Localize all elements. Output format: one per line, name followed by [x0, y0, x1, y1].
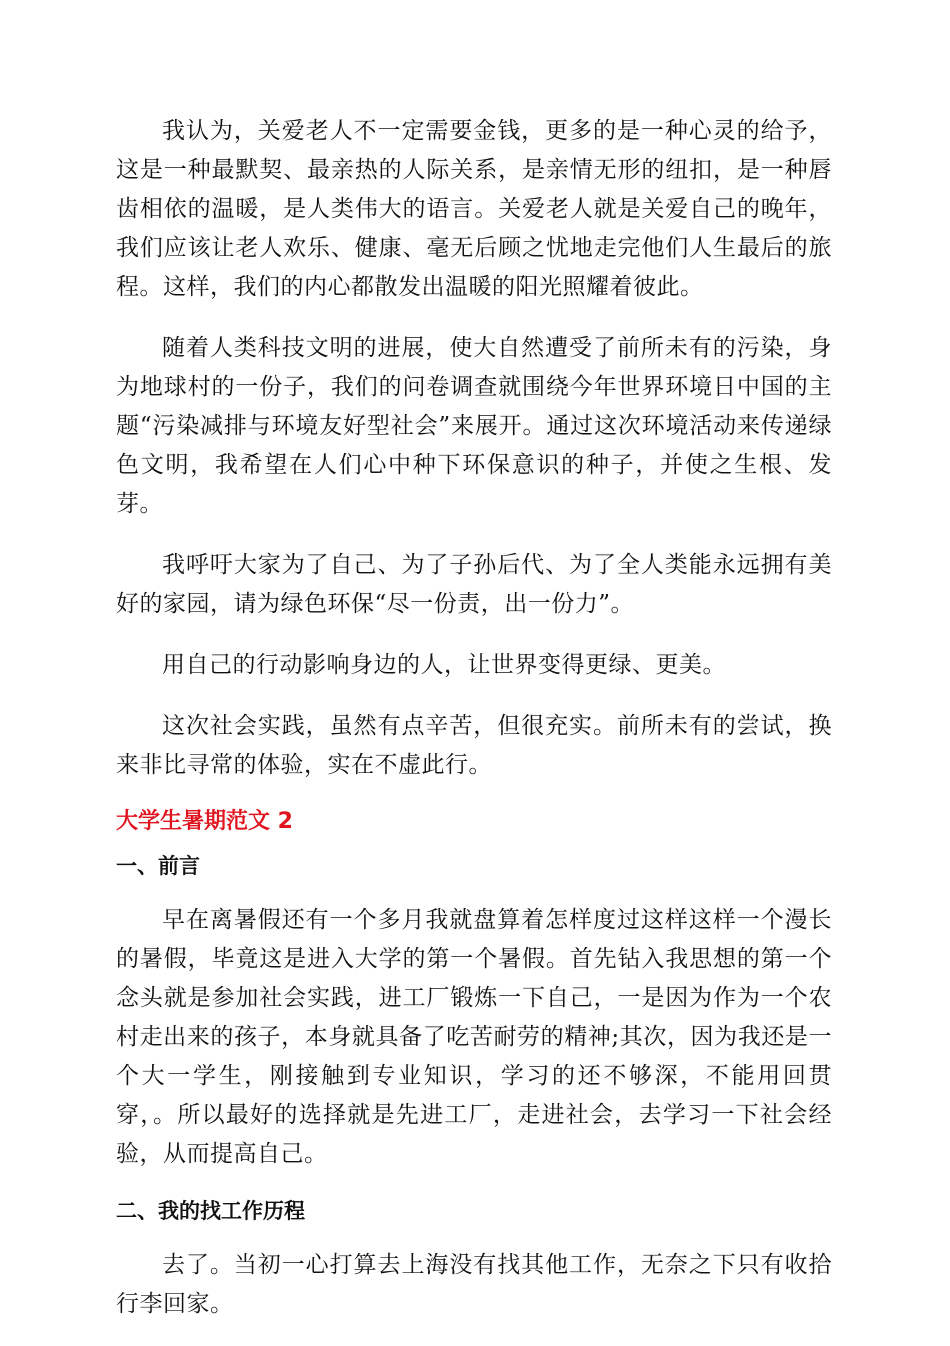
paragraph-care-elderly: 我认为，关爱老人不一定需要金钱，更多的是一种心灵的给予，这是一种最默契、最亲热的人际关系，是亲情无形的纽扣，是一种唇齿相依的温暖，是人类伟大的语言。关爱老人就是关爱自己的晚年，我们应该让老人欢乐、健康、毫无后顾之忧地走完他们人生最后的旅程。这样，我们的内心都散发出温暖的阳光照耀着彼此。 — [116, 118, 832, 300]
document-page — [116, 112, 832, 1346]
paragraph-action: 用自己的行动影响身边的人，让世界变得更绿、更美。 — [162, 652, 726, 678]
section-title: 大学生暑期范文 2 — [116, 809, 293, 834]
part1-paragraph: 早在离暑假还有一个多月我就盘算着怎样度过这样这样一个漫长的暑假，毕竟这是进入大学的第一个暑假。首先钻入我思想的第一个念头就是参加社会实践，进工厂锻炼一下自己，一是因为作为一个农村走出来的孩子，本身就具备了吃苦耐劳的精神;其次，因为我还是一个大一学生，刚接触到专业知识，学习的还不够深，不能用回贯穿，。所以最好的选择就是先进工厂，走进社会，去学习一下社会经验，从而提高自己。 — [116, 907, 832, 1167]
paragraph-environment: 随着人类科技文明的进展，使大自然遭受了前所未有的污染，身为地球村的一份子，我们的问卷调查就围绕今年世界环境日中国的主题“污染减排与环境友好型社会”来展开。通过这次环境活动来传递绿色文明，我希望在人们心中种下环保意识的种子，并使之生根、发芽。 — [116, 335, 832, 517]
paragraph-appeal: 我呼吁大家为了自己、为了子孙后代、为了全人类能永远拥有美好的家园，请为绿色环保“尽一份责，出一份力”。 — [116, 552, 832, 617]
paragraph-summary: 这次社会实践，虽然有点辛苦，但很充实。前所未有的尝试，换来非比寻常的体验，实在不虚此行。 — [116, 713, 832, 778]
part2-paragraph: 去了。当初一心打算去上海没有找其他工作，无奈之下只有收拾行李回家。 — [116, 1252, 832, 1317]
part2-heading: 二、我的找工作历程 — [116, 1199, 305, 1223]
part1-heading: 一、前言 — [116, 854, 200, 878]
